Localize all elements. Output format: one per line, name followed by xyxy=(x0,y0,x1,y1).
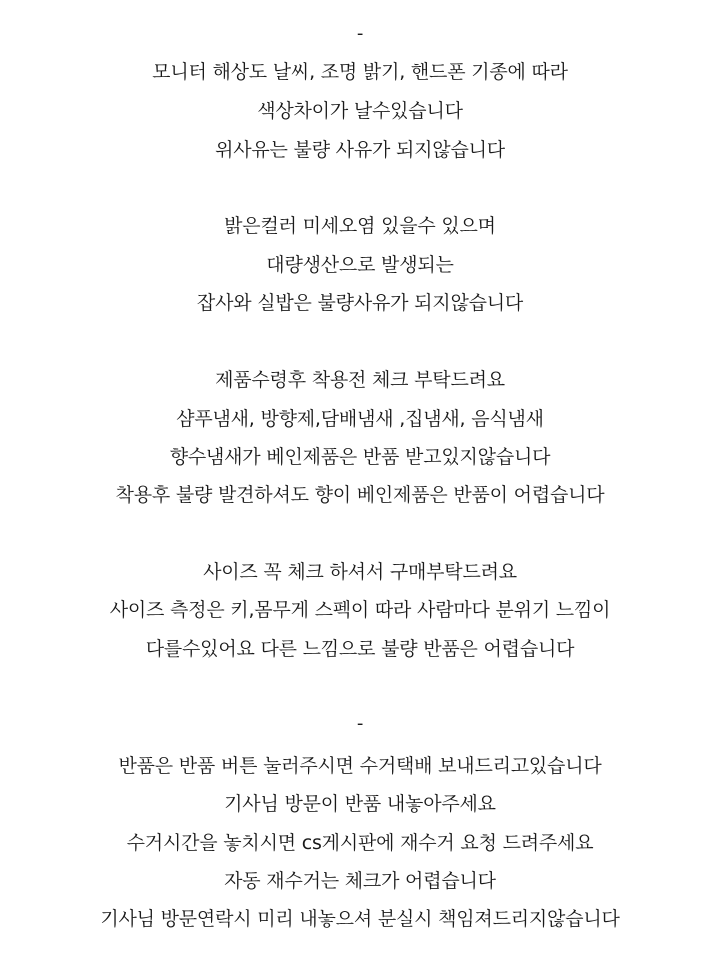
defect-notice-line-2: 대량생산으로 발생되는 xyxy=(266,254,454,276)
return-notice-line-4: 자동 재수거는 체크가 어렵습니다 xyxy=(224,870,496,892)
return-notice-line-5: 기사님 방문연락시 미리 내놓으셔 분실시 책임져드리지않습니다 xyxy=(100,908,620,930)
return-notice-line-2: 기사님 방문이 반품 내놓아주세요 xyxy=(224,793,496,815)
defect-notice-line-3: 잡사와 실밥은 불량사유가 되지않습니다 xyxy=(196,292,524,314)
color-notice-line-3: 위사유는 불량 사유가 되지않습니다 xyxy=(215,139,505,161)
defect-notice-line-1: 밝은컬러 미세오염 있을수 있으며 xyxy=(224,215,496,237)
size-notice-line-2: 사이즈 측정은 키,몸무게 스펙이 따라 사람마다 분위기 느낌이 xyxy=(109,599,611,621)
size-notice-line-1: 사이즈 꼭 체크 하셔서 구매부탁드려요 xyxy=(203,561,517,583)
return-notice-line-3: 수거시간을 놓치시면 cs게시판에 재수거 요청 드려주세요 xyxy=(126,832,594,854)
check-notice-line-4: 착용후 불량 발견하셔도 향이 베인제품은 반품이 어렵습니다 xyxy=(115,484,605,506)
color-notice-line-1: 모니터 해상도 날씨, 조명 밝기, 핸드폰 기종에 따라 xyxy=(152,61,568,83)
check-notice-line-1: 제품수령후 착용전 체크 부탁드려요 xyxy=(215,369,505,391)
divider-top: - xyxy=(356,23,364,44)
size-notice-line-3: 다를수있어요 다른 느낌으로 불량 반품은 어렵습니다 xyxy=(145,638,575,660)
color-notice-line-2: 색상차이가 날수있습니다 xyxy=(257,100,463,122)
return-notice-line-1: 반품은 반품 버튼 눌러주시면 수거택배 보내드리고있습니다 xyxy=(118,755,602,777)
divider-middle: - xyxy=(356,713,364,734)
check-notice-line-3: 향수냄새가 베인제품은 반품 받고있지않습니다 xyxy=(169,446,551,468)
check-notice-line-2: 샴푸냄새, 방향제,담배냄새 ,집냄새, 음식냄새 xyxy=(176,408,544,430)
